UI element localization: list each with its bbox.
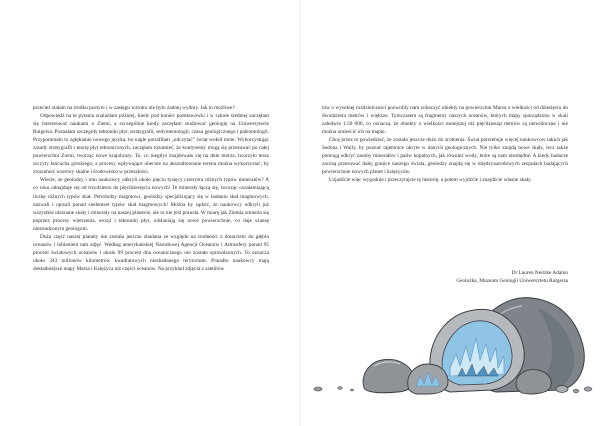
rock-right [516, 370, 551, 394]
paragraph: Wiecie, że geolodzy i inni naukowcy odkryli około pięciu tysięcy czterystu różnych typów minerałów? A co roku odnajduje się od trzydziestu do pięćdziesięciu nowych! Te minerały łączą się, tworząc oszałamiającą liczbę różnych typów skał. Petrolodzy magmowi, geolodzy specjalizujący się w badaniu skał magmowych, nazwali i opisali ponad siedemset typów skał magmowych! Można by sądzić, że naukowcy odkryli już wszystkie nieznane skały i minerały na naszej planecie, ale to nie jest prawda. W miarę jak Ziemia zmienia się poprzez procesy wietrzenia, erozji i tektoniki płyt, odsłaniają się nowe powierzchnie, co daje szansę nieznudzonym geologom. [33, 177, 269, 232]
pebble [573, 389, 579, 393]
paragraph: przecież stałam na środku pustyni i w zasięgu wzroku nie było żadnej wydmy. Jak to możliwe? [33, 105, 235, 111]
paragraph: Uzjadźcie więc wygodnie i przeczytajcie tę historię, a potem wyjdźcie i znajdźcie własne skały. [329, 177, 532, 184]
author-name: Dr Lauren Neitzke Adamo [511, 270, 568, 276]
geode-rocks-illustration [300, 258, 600, 398]
pebble [350, 389, 353, 391]
pebble [556, 386, 568, 393]
right-text-column [322, 104, 568, 184]
pebble [338, 387, 342, 390]
paragraph: Chcę przez to powiedzieć, że zostało jeszcze dużo do zrobienia. Świat potrzebuje więcej naukowców takich jak Sedona i Wally, by poznać tajemnice ukryte w danych geologicznych. Nie tylko znajdą nowe skały, lecz także pomogą odkryć zasoby minerałów i paliw kopalnych, jak również wody, które są nam niezbędne. A kiedy badacze zaczną przesuwać dalej granice naszego świata, geolodzy znajdą się w międzynarodowych zespołach badających powierzchnie nowych planet i księżyców. [322, 137, 568, 176]
paragraph: tów o wysokiej rozdzielczości pozwoliły nam zobaczyć obiekty na powierzchni Marsa o wielkości od dziesięciu do dwudziestu metrów i większe. Tymczasem są fragmenty naszych oceanów, których mapy sporządzono w skali zaledwie 1:50 000, co oznacza, że obiekty o wielkości mniejszej niż pięćdziesiąt metrów są niewidoczne i nie można umieścić ich na mapie. [322, 105, 568, 136]
pebble [584, 387, 592, 391]
left-text-column [33, 104, 269, 273]
pebble [314, 387, 322, 391]
right-page [300, 0, 600, 426]
author-affiliation: Geolożka, Muzeum Geologii Uniwersytetu Rutgersa [456, 278, 568, 285]
paragraph: Odpowiedź na te pytania znalazłam później, kiedy pod koniec podstawówki i w szkole średniej zaczęłam się interesować naukami o Ziemi, a szczególnie kiedy zaczęłam studiować geologię na Uniwersytecie Rutgersa. Poznałam szczegóły tektoniki płyt, stratygrafii, sedymentologii, czasu geologicznego i paleontologii. Przypominało to zgłębianie nowego języka, bo nagle potrafiłam „odczytać” świat wokół mnie. Wykorzystując zasady stratygrafii i teorię płyt tektonicznych, zaczęłam rozumieć, że kontynenty mogą się przesuwać po całej powierzchni Ziemi, tworząc nowe krajobrazy. To, co niegdyś znajdowało się na dnie morza, tworzyło teraz szczyty łańcucha górskiego, a procesy wpływające obecnie na ukształtowanie terenu można wykorzystać, by zrozumieć warstwy skalne i środowisko w przeszłości. [33, 113, 269, 176]
paragraph: Duża część naszej planety nie została jeszcze zbadana ze względu na trudności z dotarciem do głębin oceanów i lobieniem tam zdjęć. Według amerykańskiej Narodowej Agencji Oceanów i Atmosfery ponad 95 procent światowych oceanów i około 99 procent dna oceanicznego nie zostało sprawdzonych. To oznacza około 343 milionów kilometrów kwadratowych niezbadanego terytorium. Ponadto naukowcy mają dokładniejsze mapy Marsa i Księżyca niż części oceanów. Na przykład zdjęcia z satelitów [33, 233, 269, 272]
rock-left [363, 359, 415, 392]
